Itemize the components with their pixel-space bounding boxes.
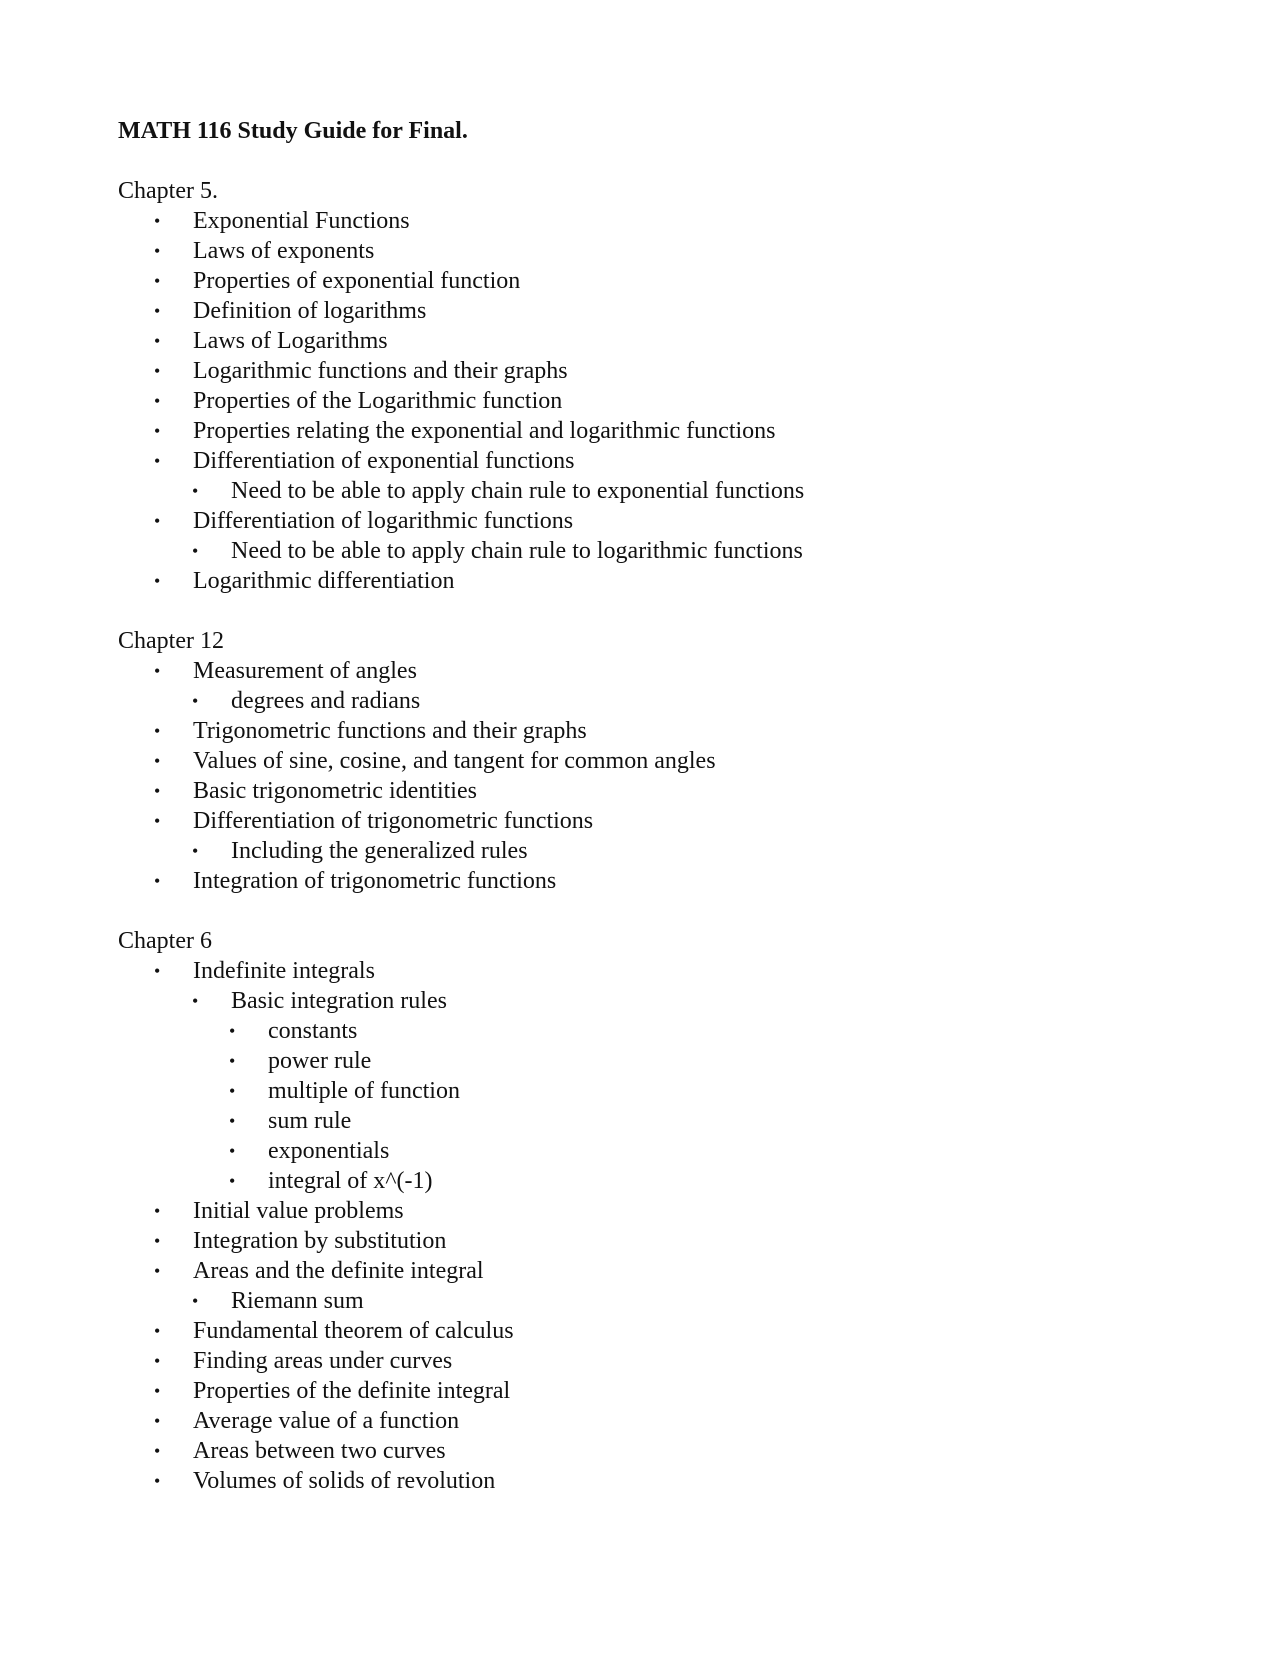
bullet-icon: • [154, 811, 161, 831]
topic-text: Riemann sum [231, 1288, 364, 1314]
subtopic-item [118, 1166, 1198, 1196]
subtopic-item [118, 986, 1198, 1016]
bullet-icon: • [154, 781, 161, 801]
topic-list [118, 206, 1198, 596]
topic-text: Properties of the Logarithmic function [193, 388, 563, 414]
topic-text: sum rule [268, 1108, 352, 1134]
topic-text: Properties of exponential function [193, 268, 521, 294]
bullet-icon: • [229, 1141, 236, 1161]
topic-item [118, 956, 1198, 986]
subtopic-item [118, 686, 1198, 716]
topic-text: Integration by substitution [193, 1228, 447, 1254]
bullet-icon: • [192, 991, 199, 1011]
topic-item [118, 716, 1198, 746]
bullet-icon: • [154, 331, 161, 351]
topic-text: Need to be able to apply chain rule to logarithmic functions [231, 538, 803, 564]
subtopic-item [118, 1286, 1198, 1316]
topic-text: degrees and radians [231, 688, 421, 714]
bullet-icon: • [154, 1201, 161, 1221]
topic-text: Indefinite integrals [193, 958, 375, 984]
subtopic-item [118, 836, 1198, 866]
topic-item [118, 416, 1198, 446]
topic-text: Volumes of solids of revolution [193, 1468, 496, 1494]
topic-text: multiple of function [268, 1078, 460, 1104]
bullet-icon: • [154, 361, 161, 381]
bullet-icon: • [154, 211, 161, 231]
topic-text: Differentiation of exponential functions [193, 448, 575, 474]
topic-text: Integration of trigonometric functions [193, 868, 557, 894]
topic-text: Including the generalized rules [231, 838, 528, 864]
topic-text: Basic trigonometric identities [193, 778, 477, 804]
bullet-icon: • [154, 451, 161, 471]
bullet-icon: • [154, 391, 161, 411]
topic-text: Logarithmic functions and their graphs [193, 358, 568, 384]
topic-text: constants [268, 1018, 358, 1044]
bullet-icon: • [154, 1441, 161, 1461]
bullet-icon: • [154, 871, 161, 891]
subtopic-item [118, 1076, 1198, 1106]
topic-text: exponentials [268, 1138, 390, 1164]
subtopic-item [118, 1016, 1198, 1046]
topic-text: Definition of logarithms [193, 298, 427, 324]
chapter-section [118, 626, 1198, 896]
bullet-icon: • [229, 1111, 236, 1131]
topic-text: Measurement of angles [193, 658, 417, 684]
subtopic-item [118, 1106, 1198, 1136]
topic-text: Fundamental theorem of calculus [193, 1318, 514, 1344]
bullet-icon: • [154, 721, 161, 741]
topic-text: Laws of exponents [193, 238, 375, 264]
topic-text: Logarithmic differentiation [193, 568, 455, 594]
topic-item [118, 326, 1198, 356]
topic-item [118, 566, 1198, 596]
study-guide [118, 116, 1198, 1526]
topic-item [118, 1376, 1198, 1406]
bullet-icon: • [154, 961, 161, 981]
bullet-icon: • [154, 1231, 161, 1251]
bullet-icon: • [229, 1081, 236, 1101]
subtopic-item [118, 536, 1198, 566]
topic-item [118, 1406, 1198, 1436]
topic-list [118, 956, 1198, 1496]
topic-item [118, 296, 1198, 326]
bullet-icon: • [154, 301, 161, 321]
topic-item [118, 1196, 1198, 1226]
bullet-icon: • [154, 421, 161, 441]
topic-text: Areas and the definite integral [193, 1258, 484, 1284]
topic-text: Properties relating the exponential and logarithmic functions [193, 418, 776, 444]
topic-item [118, 746, 1198, 776]
bullet-icon: • [154, 1471, 161, 1491]
topic-item [118, 266, 1198, 296]
topic-item [118, 1226, 1198, 1256]
subtopic-item [118, 1136, 1198, 1166]
bullet-icon: • [154, 241, 161, 261]
topic-text: Initial value problems [193, 1198, 404, 1224]
topic-item [118, 446, 1198, 476]
topic-text: Values of sine, cosine, and tangent for common angles [193, 748, 716, 774]
topic-list [118, 656, 1198, 896]
topic-item [118, 386, 1198, 416]
topic-text: Finding areas under curves [193, 1348, 453, 1374]
bullet-icon: • [229, 1171, 236, 1191]
bullet-icon: • [154, 1411, 161, 1431]
topic-item [118, 1256, 1198, 1286]
bullet-icon: • [192, 841, 199, 861]
chapter-heading: Chapter 5. [118, 178, 218, 204]
bullet-icon: • [154, 511, 161, 531]
bullet-icon: • [192, 691, 199, 711]
bullet-icon: • [154, 1261, 161, 1281]
subtopic-item [118, 476, 1198, 506]
topic-item [118, 356, 1198, 386]
topic-item [118, 1466, 1198, 1496]
chapter-heading: Chapter 6 [118, 928, 212, 954]
topic-text: Need to be able to apply chain rule to exponential functions [231, 478, 805, 504]
topic-item [118, 866, 1198, 896]
topic-text: Properties of the definite integral [193, 1378, 511, 1404]
topic-item [118, 1346, 1198, 1376]
bullet-icon: • [154, 571, 161, 591]
topic-item [118, 806, 1198, 836]
chapter-list [118, 176, 1198, 1496]
bullet-icon: • [154, 271, 161, 291]
topic-text: Differentiation of trigonometric functions [193, 808, 594, 834]
topic-text: integral of x^(-1) [268, 1168, 433, 1194]
topic-item [118, 656, 1198, 686]
topic-text: Exponential Functions [193, 208, 410, 234]
bullet-icon: • [229, 1051, 236, 1071]
topic-text: Differentiation of logarithmic functions [193, 508, 574, 534]
topic-text: power rule [268, 1048, 372, 1074]
topic-item [118, 1436, 1198, 1466]
topic-item [118, 506, 1198, 536]
bullet-icon: • [192, 1291, 199, 1311]
bullet-icon: • [192, 541, 199, 561]
subtopic-item [118, 1046, 1198, 1076]
bullet-icon: • [154, 751, 161, 771]
document-title: MATH 116 Study Guide for Final. [118, 118, 468, 144]
topic-text: Trigonometric functions and their graphs [193, 718, 587, 744]
bullet-icon: • [192, 481, 199, 501]
topic-text: Basic integration rules [231, 988, 447, 1014]
topic-text: Areas between two curves [193, 1438, 446, 1464]
chapter-section [118, 926, 1198, 1496]
topic-text: Average value of a function [193, 1408, 460, 1434]
topic-item [118, 206, 1198, 236]
bullet-icon: • [229, 1021, 236, 1041]
bullet-icon: • [154, 1321, 161, 1341]
topic-item [118, 1316, 1198, 1346]
bullet-icon: • [154, 1381, 161, 1401]
chapter-section [118, 176, 1198, 596]
bullet-icon: • [154, 1351, 161, 1371]
chapter-heading: Chapter 12 [118, 628, 224, 654]
topic-item [118, 236, 1198, 266]
bullet-icon: • [154, 661, 161, 681]
topic-text: Laws of Logarithms [193, 328, 388, 354]
topic-item [118, 776, 1198, 806]
